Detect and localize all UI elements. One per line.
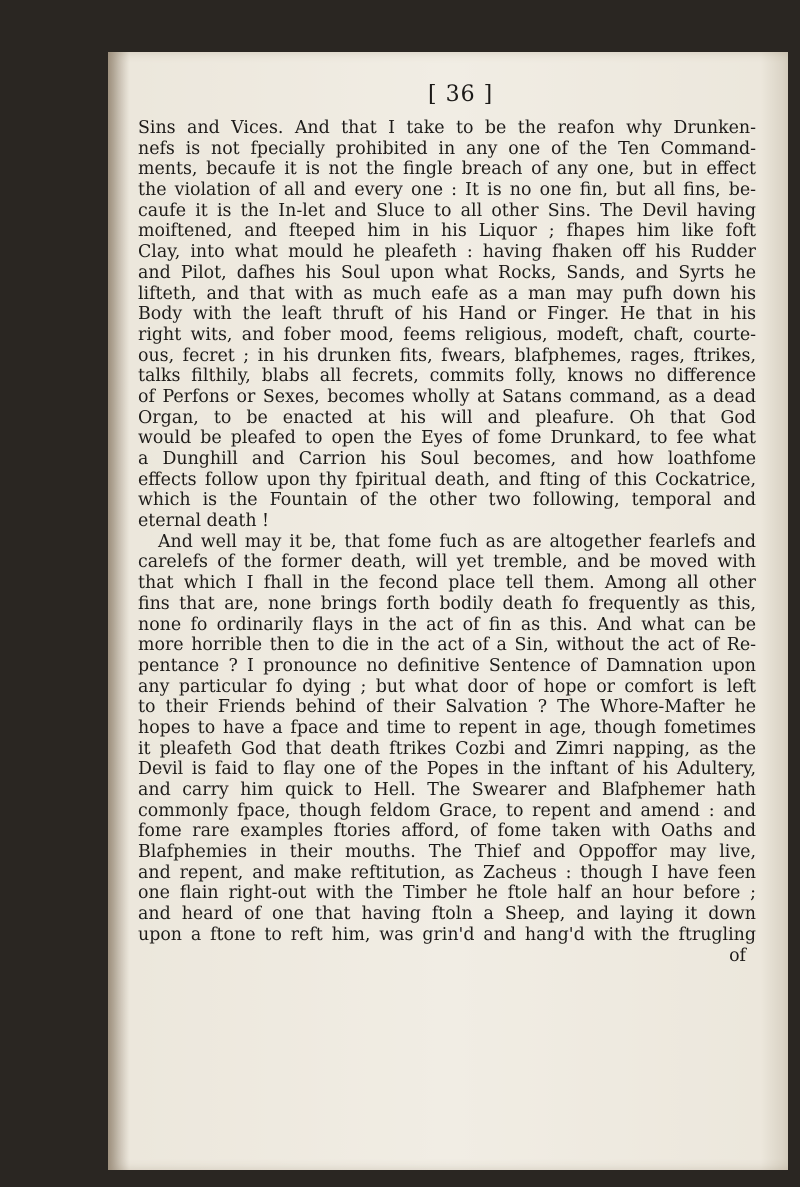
text-line: effects follow upon thy fpiritual death, and fting of this Cockatrice, — [138, 469, 756, 490]
text-line: ments, becaufe it is not the fingle breach of any one, but in effect — [138, 159, 756, 180]
text-line: and repent, and make reftitution, as Zacheus : though I have feen — [138, 862, 756, 883]
text-line: Organ, to be enacted at his will and pleafure. Oh that God — [138, 407, 756, 428]
text-line: Blafphemies in their mouths. The Thief and Oppoffor may live, — [138, 842, 756, 863]
text-line: it pleafeth God that death ftrikes Cozbi and Zimri napping, as the — [138, 738, 756, 759]
text-line: a Dunghill and Carrion his Soul becomes, and how loathfome — [138, 449, 756, 469]
page-gutter-shadow — [108, 52, 130, 1170]
text-line: pentance ? I pronounce no definitive Sentence of Damnation upon — [138, 655, 756, 676]
text-line: to their Friends behind of their Salvation ? The Whore-Mafter he — [138, 697, 756, 718]
text-line: right wits, and fober mood, feems religious, modeft, chaft, courte- — [138, 324, 756, 345]
text-line: that which I fhall in the fecond place tell them. Among all other — [138, 573, 756, 594]
text-line: more horrible then to die in the act of a Sin, without the act of Re- — [138, 635, 756, 656]
text-line: fins that are, none brings forth bodily death fo frequently as this, — [138, 593, 756, 614]
body-text — [138, 118, 756, 966]
text-line: hopes to have a fpace and time to repent in age, though fometimes — [138, 717, 756, 738]
text-line: fome rare examples ftories afford, of fome taken with Oaths and — [138, 821, 756, 842]
book-page — [108, 52, 788, 1170]
text-line: And well may it be, that fome fuch as are altogether fearlefs and — [158, 531, 756, 552]
text-line: lifteth, and that with as much eafe as a man may pufh down his — [138, 283, 756, 304]
text-line: moiftened, and fteeped him in his Liquor ; fhapes him like foft — [138, 221, 756, 242]
text-line: the violation of all and every one : It is no one fin, but all fins, be- — [138, 180, 756, 201]
text-line: Clay, into what mould he pleafeth : having fhaken off his Rudder — [138, 242, 756, 263]
text-line: one flain right-out with the Timber he ftole half an hour before ; — [138, 883, 756, 904]
text-line: carelefs of the former death, will yet tremble, and be moved with — [138, 552, 756, 573]
text-line: any particular fo dying ; but what door of hope or comfort is left — [138, 676, 756, 697]
text-line: and Pilot, dafhes his Soul upon what Rocks, Sands, and Syrts he — [138, 262, 756, 283]
text-line: of Perfons or Sexes, becomes wholly at Satans command, as a dead — [138, 386, 756, 407]
text-line: ous, fecret ; in his drunken fits, fwears, blafphemes, rages, ftrikes, — [138, 345, 756, 366]
text-line: would be pleafed to open the Eyes of fome Drunkard, to fee what — [138, 428, 756, 449]
text-line: talks filthily, blabs all fecrets, commits folly, knows no difference — [138, 366, 756, 387]
text-line: eternal death ! — [138, 511, 270, 532]
text-line: and heard of one that having ftoln a Sheep, and laying it down — [138, 904, 756, 925]
text-line: and carry him quick to Hell. The Swearer and Blafphemer hath — [138, 780, 756, 800]
text-line: which is the Fountain of the other two following, temporal and — [138, 490, 756, 511]
catchword: of — [729, 945, 746, 966]
text-line: nefs is not fpecially prohibited in any one of the Ten Command- — [138, 138, 756, 159]
text-line: Body with the leaft thruft of his Hand or Finger. He that in his — [138, 304, 756, 325]
text-line: commonly fpace, though feldom Grace, to repent and amend : and — [138, 800, 756, 821]
text-line: Sins and Vices. And that I take to be the reafon why Drunken- — [138, 118, 756, 138]
page-number: [ 36 ] — [428, 82, 494, 107]
text-line: none fo ordinarily flays in the act of fin as this. And what can be — [138, 614, 756, 635]
text-line: caufe it is the In-let and Sluce to all other Sins. The Devil having — [138, 200, 756, 221]
text-line: upon a ftone to reft him, was grin'd and hang'd with the ftrugling — [138, 924, 756, 945]
text-line: Devil is faid to flay one of the Popes in the inftant of his Adultery, — [138, 759, 756, 780]
